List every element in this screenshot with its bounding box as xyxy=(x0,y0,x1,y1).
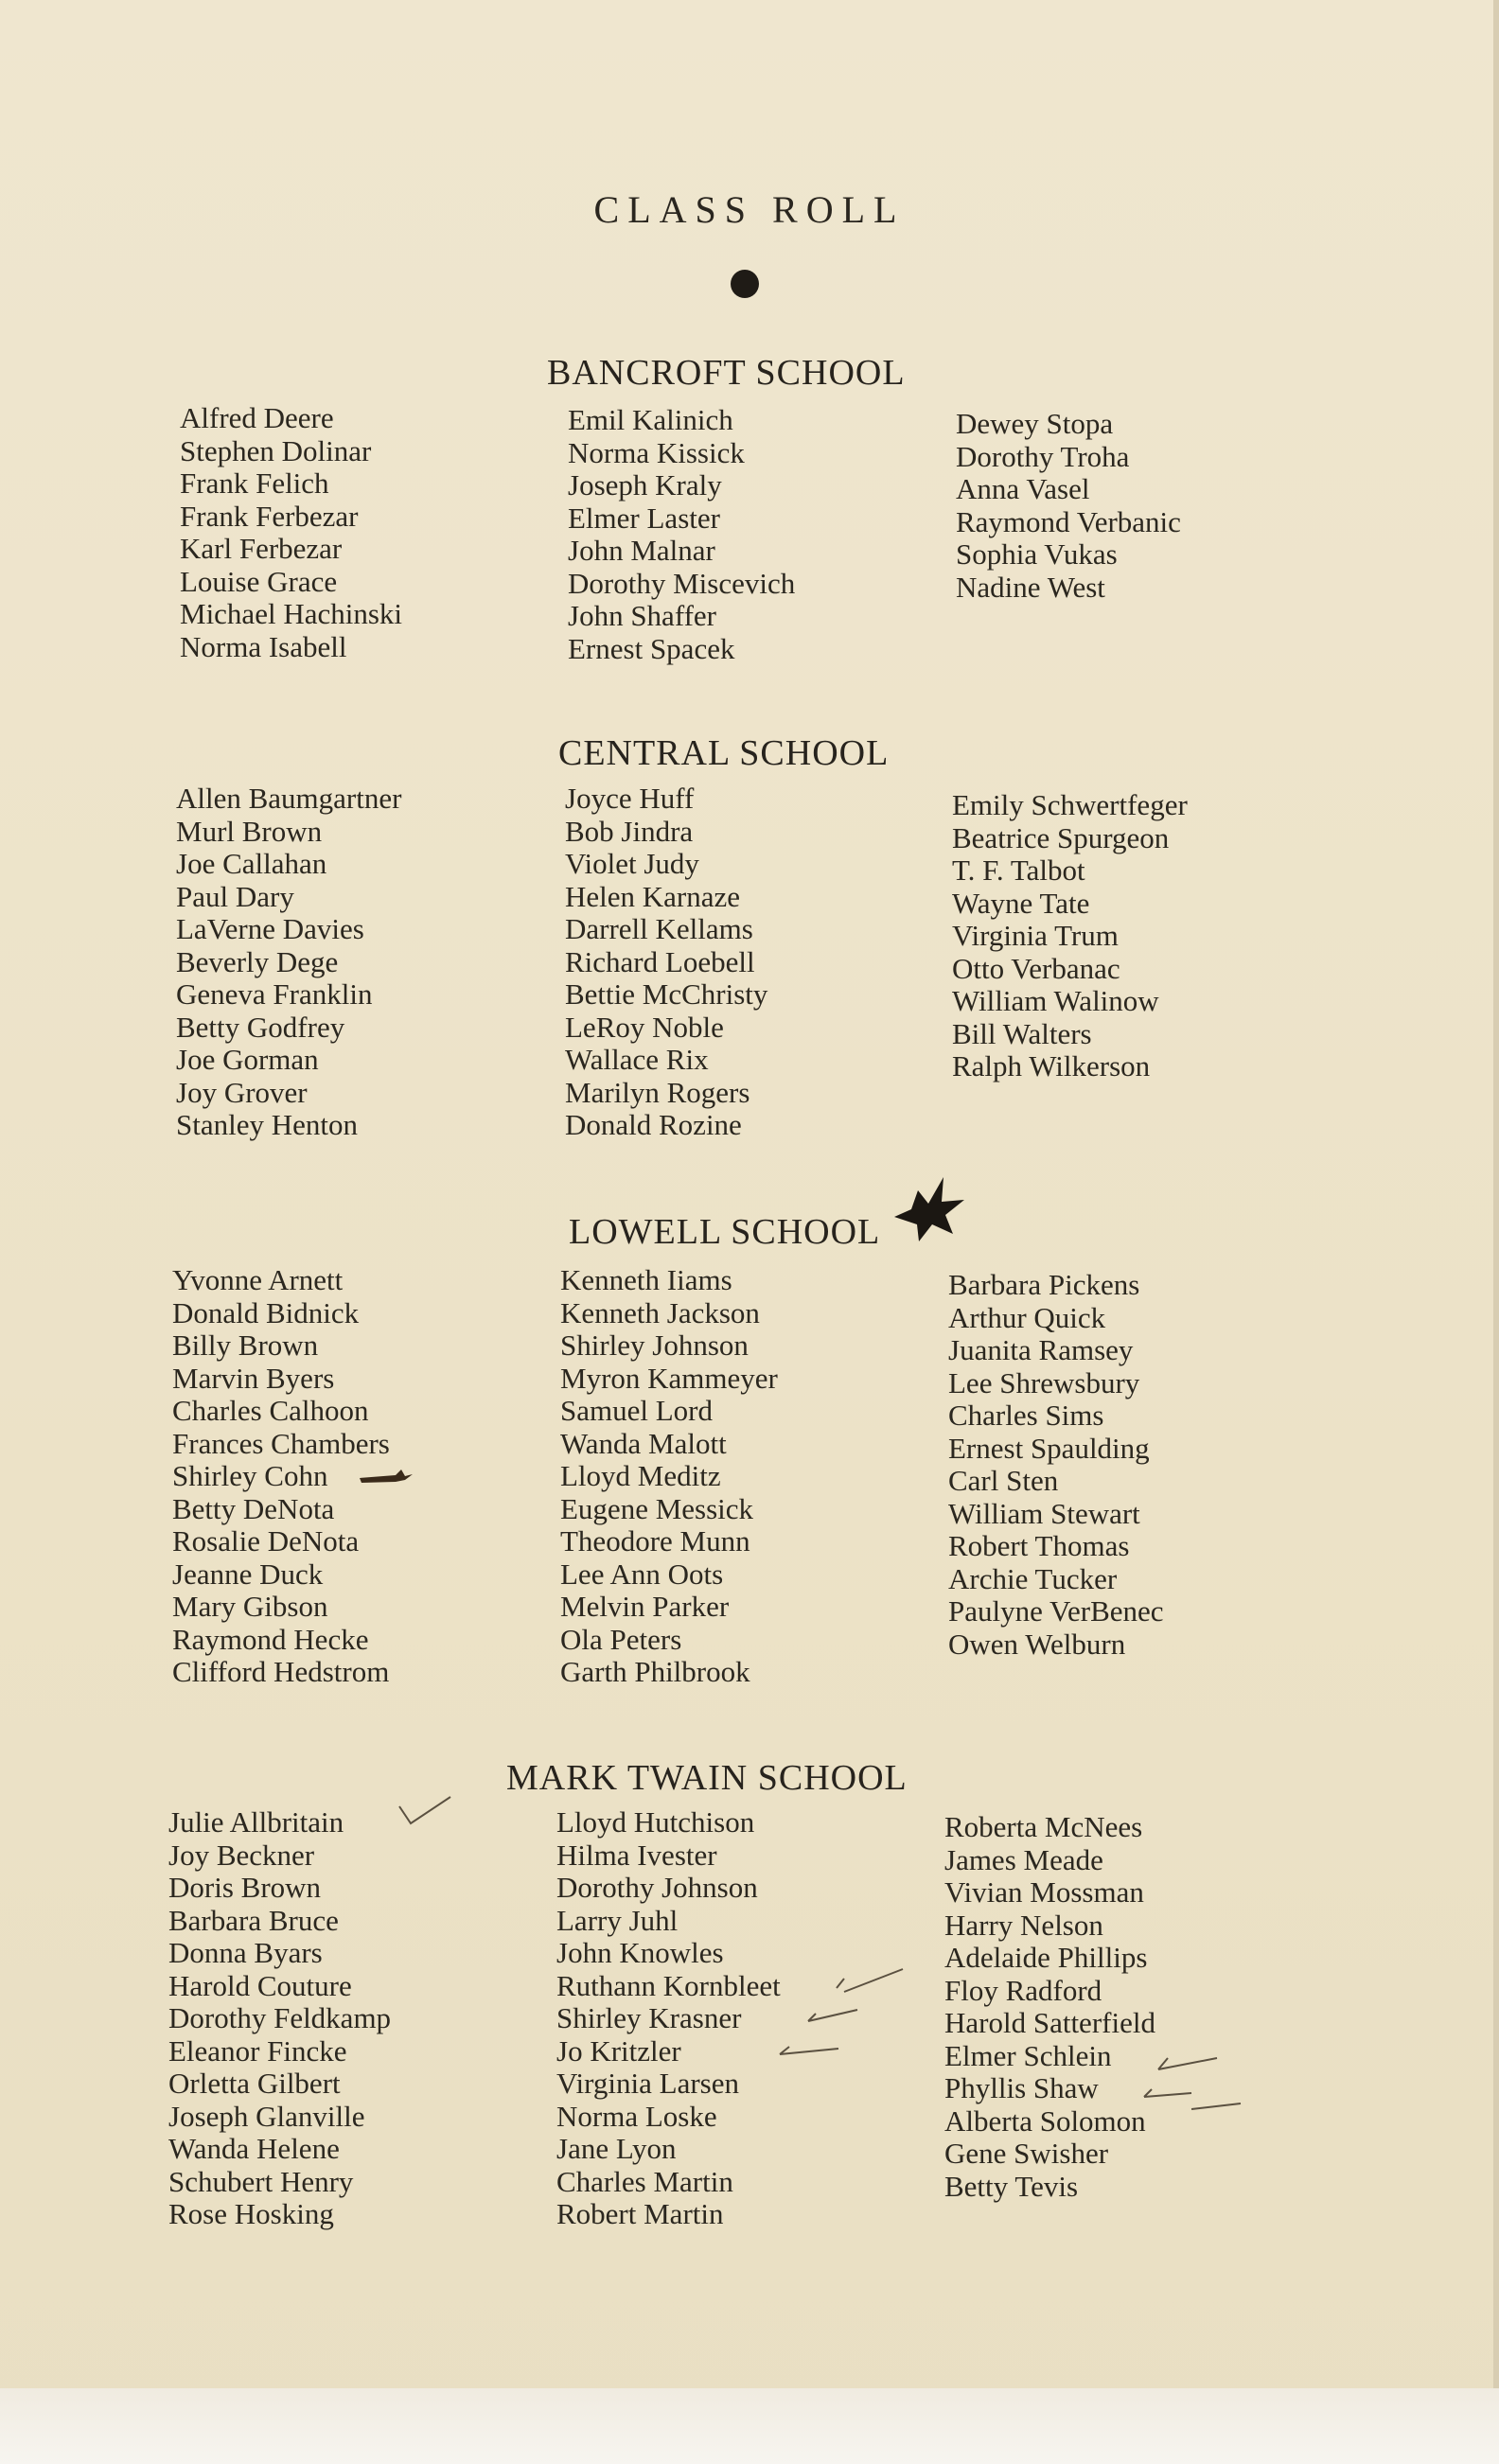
student-name: Charles Martin xyxy=(556,2164,733,2198)
student-name: Arthur Quick xyxy=(948,1300,1106,1334)
student-name: Harold Satterfield xyxy=(944,2006,1155,2039)
section-heading-lowell: LOWELL SCHOOL xyxy=(569,1212,881,1252)
name-column xyxy=(948,1269,1164,1661)
student-name: Paulyne VerBenec xyxy=(948,1594,1164,1628)
student-name: Doris Brown xyxy=(168,1871,322,1904)
student-name: T. F. Talbot xyxy=(952,854,1085,887)
student-name: Norma Kissick xyxy=(568,435,745,469)
student-name: Paul Dary xyxy=(176,879,294,913)
student-name: Norma Isabell xyxy=(180,629,347,663)
student-name: John Malnar xyxy=(568,534,715,567)
student-name: Stanley Henton xyxy=(176,1108,358,1141)
student-name: Wanda Malott xyxy=(560,1426,727,1460)
student-name: Anna Vasel xyxy=(956,472,1090,505)
student-name: Kenneth Iiams xyxy=(560,1263,732,1296)
student-name: Violet Judy xyxy=(565,847,699,880)
student-name: Joseph Kraly xyxy=(568,468,722,502)
student-name: Norma Loske xyxy=(556,2099,717,2133)
student-name: Carl Sten xyxy=(948,1464,1059,1497)
student-name: Eleanor Fincke xyxy=(168,2033,347,2068)
ink-blot-mark xyxy=(885,1171,970,1247)
section-heading-mark-twain: MARK TWAIN SCHOOL xyxy=(506,1758,908,1798)
student-name: Gene Swisher xyxy=(944,2137,1109,2170)
student-name: Lloyd Meditz xyxy=(560,1459,721,1492)
student-name: Joseph Glanville xyxy=(168,2099,365,2133)
student-name: Joe Gorman xyxy=(176,1043,319,1076)
student-name: Dorothy Johnson xyxy=(556,1871,758,1904)
student-name: Joy Beckner xyxy=(168,1838,315,1872)
student-name: Beverly Dege xyxy=(176,944,339,978)
student-name: Dorothy Miscevich xyxy=(568,566,796,600)
page-title: CLASS ROLL xyxy=(593,188,906,231)
student-name: John Knowles xyxy=(556,1936,724,1969)
student-name: Frances Chambers xyxy=(172,1426,390,1460)
student-name: Murl Brown xyxy=(176,814,323,848)
student-name: Melvin Parker xyxy=(560,1590,730,1623)
checkmark-icon xyxy=(776,2039,842,2062)
student-name: Jane Lyon xyxy=(556,2132,677,2165)
student-name: James Meade xyxy=(944,1842,1103,1876)
name-column xyxy=(176,783,401,1142)
student-name: Ernest Spaulding xyxy=(948,1431,1150,1465)
student-name: Richard Loebell xyxy=(565,944,755,978)
student-name: Charles Calhoon xyxy=(172,1394,369,1427)
student-name: Alberta Solomon xyxy=(944,2103,1146,2138)
student-name: Shirley Krasner xyxy=(556,2001,742,2034)
bullet-ornament xyxy=(731,270,759,298)
student-name: Lloyd Hutchison xyxy=(556,1805,755,1839)
student-name: Robert Martin xyxy=(556,2197,724,2230)
student-name: Nadine West xyxy=(956,570,1105,604)
student-name: Myron Kammeyer xyxy=(560,1361,778,1395)
student-name: Geneva Franklin xyxy=(176,977,373,1011)
student-name: Marvin Byers xyxy=(172,1361,335,1395)
student-name: Donald Bidnick xyxy=(172,1295,360,1329)
student-name: Harold Couture xyxy=(168,1968,352,2002)
student-name: Frank Ferbezar xyxy=(180,499,359,533)
student-name: Darrell Kellams xyxy=(565,912,753,945)
student-name: Wallace Rix xyxy=(565,1043,709,1076)
student-name: Archie Tucker xyxy=(948,1561,1118,1595)
student-name: Joy Grover xyxy=(176,1075,308,1109)
name-column xyxy=(560,1264,778,1689)
student-name: Wayne Tate xyxy=(952,886,1090,920)
name-column xyxy=(944,1811,1155,2203)
student-name: Billy Brown xyxy=(172,1329,319,1362)
student-name: Harry Nelson xyxy=(944,1908,1103,1942)
student-name: Donna Byars xyxy=(168,1936,323,1969)
student-name: Allen Baumgartner xyxy=(176,782,402,815)
student-name: Phyllis Shaw xyxy=(944,2071,1099,2104)
student-name: Samuel Lord xyxy=(560,1394,713,1427)
student-name: Rose Hosking xyxy=(168,2197,334,2230)
student-name: Mary Gibson xyxy=(172,1590,328,1623)
student-name: Bill Walters xyxy=(952,1016,1092,1050)
student-name: Michael Hachinski xyxy=(180,597,403,630)
name-column xyxy=(168,1806,391,2231)
student-name: Barbara Pickens xyxy=(948,1268,1140,1301)
checkmark-icon xyxy=(1188,2096,1244,2119)
student-name: LaVerne Davies xyxy=(176,912,364,945)
checkmark-icon xyxy=(804,2004,861,2027)
page-bottom-margin xyxy=(0,2388,1499,2464)
student-name: Jo Kritzler xyxy=(556,2033,681,2068)
student-name: Otto Verbanac xyxy=(952,951,1120,985)
student-name: Robert Thomas xyxy=(948,1529,1130,1562)
student-name: Yvonne Arnett xyxy=(172,1263,344,1296)
student-name: Theodore Munn xyxy=(560,1524,750,1558)
student-name: Marilyn Rogers xyxy=(565,1075,750,1109)
name-column xyxy=(952,789,1188,1083)
student-name: Dewey Stopa xyxy=(956,407,1114,440)
student-name: Kenneth Jackson xyxy=(560,1295,760,1329)
student-name: Ralph Wilkerson xyxy=(952,1049,1151,1082)
page-edge xyxy=(1493,0,1499,2464)
student-name: Adelaide Phillips xyxy=(944,1941,1148,1974)
student-name: Lee Ann Oots xyxy=(560,1557,724,1591)
student-name: Sophia Vukas xyxy=(956,537,1118,571)
student-name: William Stewart xyxy=(948,1496,1140,1530)
student-name: Virginia Larsen xyxy=(556,2067,739,2100)
section-heading-central: CENTRAL SCHOOL xyxy=(558,733,890,773)
student-name: Virginia Trum xyxy=(952,919,1119,952)
student-name: Joe Callahan xyxy=(176,847,327,880)
name-column xyxy=(568,404,795,665)
student-name: Garth Philbrook xyxy=(560,1655,750,1688)
checkmark-icon xyxy=(1155,2049,1221,2077)
student-name: Beatrice Spurgeon xyxy=(952,820,1170,854)
name-column xyxy=(565,783,767,1142)
student-name: Helen Karnaze xyxy=(565,879,741,913)
student-name: Dorothy Troha xyxy=(956,439,1130,473)
student-name: Elmer Schlein xyxy=(944,2038,1112,2072)
student-name: Charles Sims xyxy=(948,1399,1104,1432)
student-name: Lee Shrewsbury xyxy=(948,1365,1140,1399)
student-name: Ernest Spacek xyxy=(568,631,735,665)
student-name: Clifford Hedstrom xyxy=(172,1655,390,1688)
student-name: Bettie McChristy xyxy=(565,977,768,1011)
student-name: Bob Jindra xyxy=(565,814,694,848)
student-name: Floy Radford xyxy=(944,1973,1102,2007)
checkmark-icon xyxy=(833,1965,908,1998)
student-name: William Walinow xyxy=(952,984,1159,1017)
student-name: Roberta McNees xyxy=(944,1810,1143,1843)
student-name: Betty Tevis xyxy=(944,2169,1079,2203)
student-name: Barbara Bruce xyxy=(168,1903,339,1937)
student-name: Eugene Messick xyxy=(560,1491,754,1525)
student-name: Ola Peters xyxy=(560,1622,682,1656)
student-name: Louise Grace xyxy=(180,564,338,598)
student-name: Dorothy Feldkamp xyxy=(168,2001,392,2034)
student-name: Betty DeNota xyxy=(172,1491,335,1525)
student-name: Karl Ferbezar xyxy=(180,532,343,565)
student-name: Larry Juhl xyxy=(556,1903,679,1937)
student-name: Wanda Helene xyxy=(168,2132,340,2165)
checkmark-icon xyxy=(397,1793,454,1831)
name-column xyxy=(180,402,402,663)
student-name: John Shaffer xyxy=(568,599,716,632)
student-name: Julie Allbritain xyxy=(168,1805,344,1839)
student-name: Juanita Ramsey xyxy=(948,1333,1134,1366)
student-name: Emil Kalinich xyxy=(568,403,733,436)
name-column xyxy=(556,1806,781,2231)
student-name: Raymond Verbanic xyxy=(956,504,1181,538)
student-name: Frank Felich xyxy=(180,466,329,500)
student-name: Joyce Huff xyxy=(565,782,695,815)
student-name: Shirley Johnson xyxy=(560,1329,749,1362)
section-heading-bancroft: BANCROFT SCHOOL xyxy=(547,353,906,393)
student-name: Betty Godfrey xyxy=(176,1010,345,1044)
student-name: Owen Welburn xyxy=(948,1627,1126,1661)
student-name: Rosalie DeNota xyxy=(172,1524,360,1558)
student-name: Emily Schwertfeger xyxy=(952,788,1188,821)
student-name: Stephen Dolinar xyxy=(180,433,372,467)
student-name: Alfred Deere xyxy=(180,401,334,434)
student-name: Raymond Hecke xyxy=(172,1622,369,1656)
student-name: Shirley Cohn xyxy=(172,1459,328,1492)
student-name: Donald Rozine xyxy=(565,1108,742,1141)
student-name: Elmer Laster xyxy=(568,501,720,535)
ink-smudge-mark xyxy=(358,1467,414,1487)
name-column xyxy=(956,408,1181,604)
student-name: LeRoy Noble xyxy=(565,1010,724,1044)
student-name: Jeanne Duck xyxy=(172,1557,324,1591)
student-name: Hilma Ivester xyxy=(556,1838,717,1872)
student-name: Vivian Mossman xyxy=(944,1875,1144,1909)
student-name: Ruthann Kornbleet xyxy=(556,1968,781,2002)
student-name: Orletta Gilbert xyxy=(168,2067,341,2100)
student-name: Schubert Henry xyxy=(168,2164,354,2198)
